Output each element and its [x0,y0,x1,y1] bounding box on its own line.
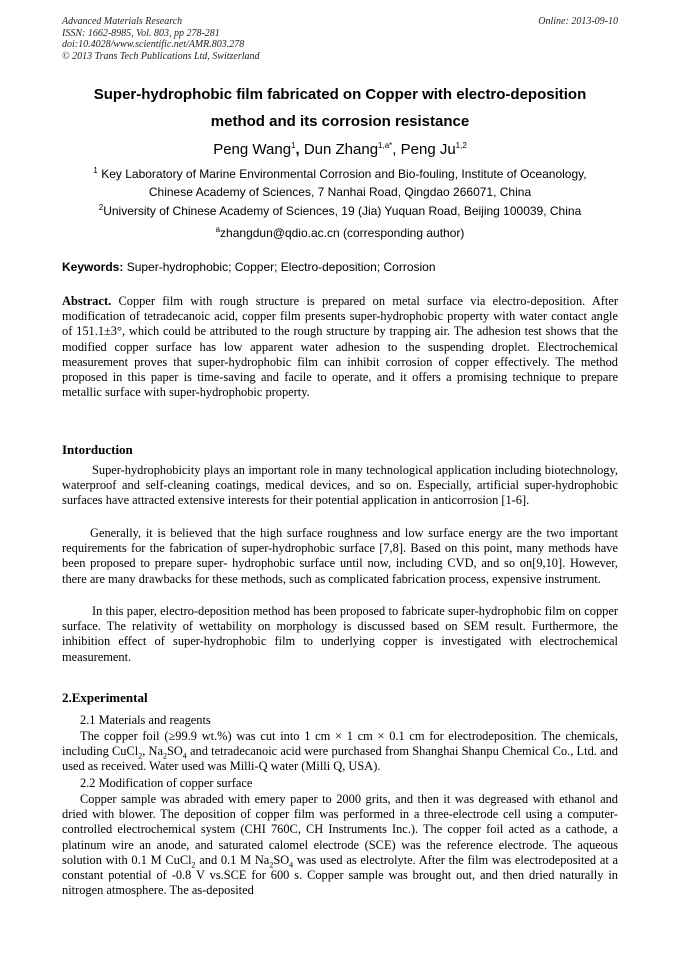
author-affiliation-mark: 1,a* [378,141,393,150]
paragraph-text: and 0.1 M Na [195,852,270,867]
experimental-paragraph-2-2 [62,792,618,898]
keywords-label: Keywords: [62,260,124,274]
journal-header [62,16,618,62]
affiliation-number: 1 [93,166,98,175]
affiliation-text: Key Laboratory of Marine Environmental Corrosion and Bio-fouling, Institute of Oceanology, [101,167,587,181]
email-mark: a [215,225,221,234]
author-name: Peng Ju [400,141,456,158]
affiliation-number: 2 [98,203,104,212]
author-list [62,139,618,161]
paragraph-text: was used as electrolyte. After the film was electrodeposited at a constant potential of -0.8 V vs.SCE for 600 s. Copper sample was brought out, and then dried naturally in nitrogen atmosphere. The as-deposited [62,852,618,898]
author-separator: , [295,141,300,158]
affiliation-2 [62,202,618,220]
subsection-title-2-1: 2.1 Materials and reagents [80,713,211,727]
affiliation-1 [62,165,618,201]
subscript: 2 [162,751,167,761]
paper-title [62,81,618,135]
abstract-label: Abstract. [62,294,112,308]
subscript: 4 [182,751,187,761]
journal-copyright: © 2013 Trans Tech Publications Ltd, Switzerland [62,50,260,62]
paragraph-text: and tetradecanoic acid were purchased from Shanghai Shanpu Chemical Co., Ltd. and used as received. Water used was Milli-Q water (Milli Q, USA). [62,744,618,774]
keywords-text: Super-hydrophobic; Copper; Electro-deposition; Corrosion [126,260,436,274]
corresponding-email [62,224,618,242]
journal-name: Advanced Materials Research [62,16,183,27]
paragraph-text: Copper sample was abraded with emery paper to 2000 grits, and then it was degreased with ethanol and dried with blower. The deposition of copper film was performed in a three-electrode cell using a computer-controlled electrochemical system (CHI 760C, CH Instruments Inc.). The copper foil acted as a cathode, a platinum wire an anode, and saturated calomel electrode (SCE) was the reference electrode. The aqueous solution with 0.1 M CuCl [62,792,618,867]
subscript: 2 [191,860,196,870]
author-separator: , [392,141,397,158]
section-heading-introduction: Intorduction [62,442,133,457]
affiliation-text: Chinese Academy of Sciences, 7 Nanhai Road, Qingdao 266071, China [148,185,532,199]
affiliation-text: University of Chinese Academy of Sciences, 19 (Jia) Yuquan Road, Beijing 100039, China [103,204,582,218]
paragraph-text: SO [166,744,183,759]
subsection-title-2-2: 2.2 Modification of copper surface [80,776,253,790]
abstract-text: Copper film with rough structure is prepared on metal surface via electro-deposition. After modification of tetradecanoic acid, copper film presents super-hydrophobic property with water contact angle of 151.1±3°, which could be attributed to the rough structure by trapping air. The adhesion test shows that the modified copper surface has low apparent water adhesion to the suspending droplet. Electrochemical measurement proves that super-hydrophobic film can inhibit corrosion of copper effectively. The method proposed in this paper is time-saving and facile to operate, and it offers a promising technique to prepare metallic surface with super-hydrophobic property. [62,294,618,400]
journal-issn: ISSN: 1662-8985, Vol. 803, pp 278-281 [62,27,220,39]
paragraph-text: SO [273,852,290,867]
intro-paragraph-1: Super-hydrophobicity plays an important role in many technological application including biotechnology, waterproof and self-cleaning coatings, medical devices, and so on. Especially, artificial super-hydrophobic surfaces have attracted extensive interests for their potential application in anticorrosion [1-6]. [62,463,618,508]
author-affiliation-mark: 1,2 [455,141,467,150]
author-name: Dun Zhang [303,141,379,158]
keywords [62,258,618,276]
experimental-paragraph-2-1 [62,729,618,775]
subscript: 4 [289,860,294,870]
paragraph-text: , Na [142,744,163,759]
subscript: 2 [138,751,143,761]
intro-paragraph-3: In this paper, electro-deposition method has been proposed to fabricate super-hydrophobic film on copper surface. The relativity of wettability on morphology is discussed based on SEM result. Furthermore, the inhibition effect of super-hydrophobic film to underlying copper is investigated with electrochemical measurement. [62,604,618,664]
title-line-1: Super-hydrophobic film fabricated on Copper with electro-deposition [93,86,587,103]
journal-doi: doi:10.4028/www.scientific.net/AMR.803.278 [62,39,245,50]
online-date: Online: 2013-09-10 [538,16,618,27]
title-line-2: method and its corrosion resistance [210,113,470,130]
abstract [62,294,618,400]
email-text: zhangdun@qdio.ac.cn (corresponding author) [220,226,465,240]
subscript: 2 [269,860,274,870]
paragraph-text: The copper foil (≥99.9 wt.%) was cut into 1 cm × 1 cm × 0.1 cm for electrodeposition. The chemicals, including CuCl [62,729,618,759]
author-affiliation-mark: 1 [291,141,296,150]
intro-paragraph-2: Generally, it is believed that the high surface roughness and low surface energy are the two important requirements for the fabrication of super-hydrophobic surface [7,8]. Based on this point, many methods have been proposed to prepare super- hydrophobic surface until now, including CVD, and so on[9,10]. However, there are many drawbacks for these methods, such as complicated fabrication process, expensive instrument. [62,526,618,586]
section-heading-experimental: 2.Experimental [62,690,148,705]
author-name: Peng Wang [213,141,292,158]
